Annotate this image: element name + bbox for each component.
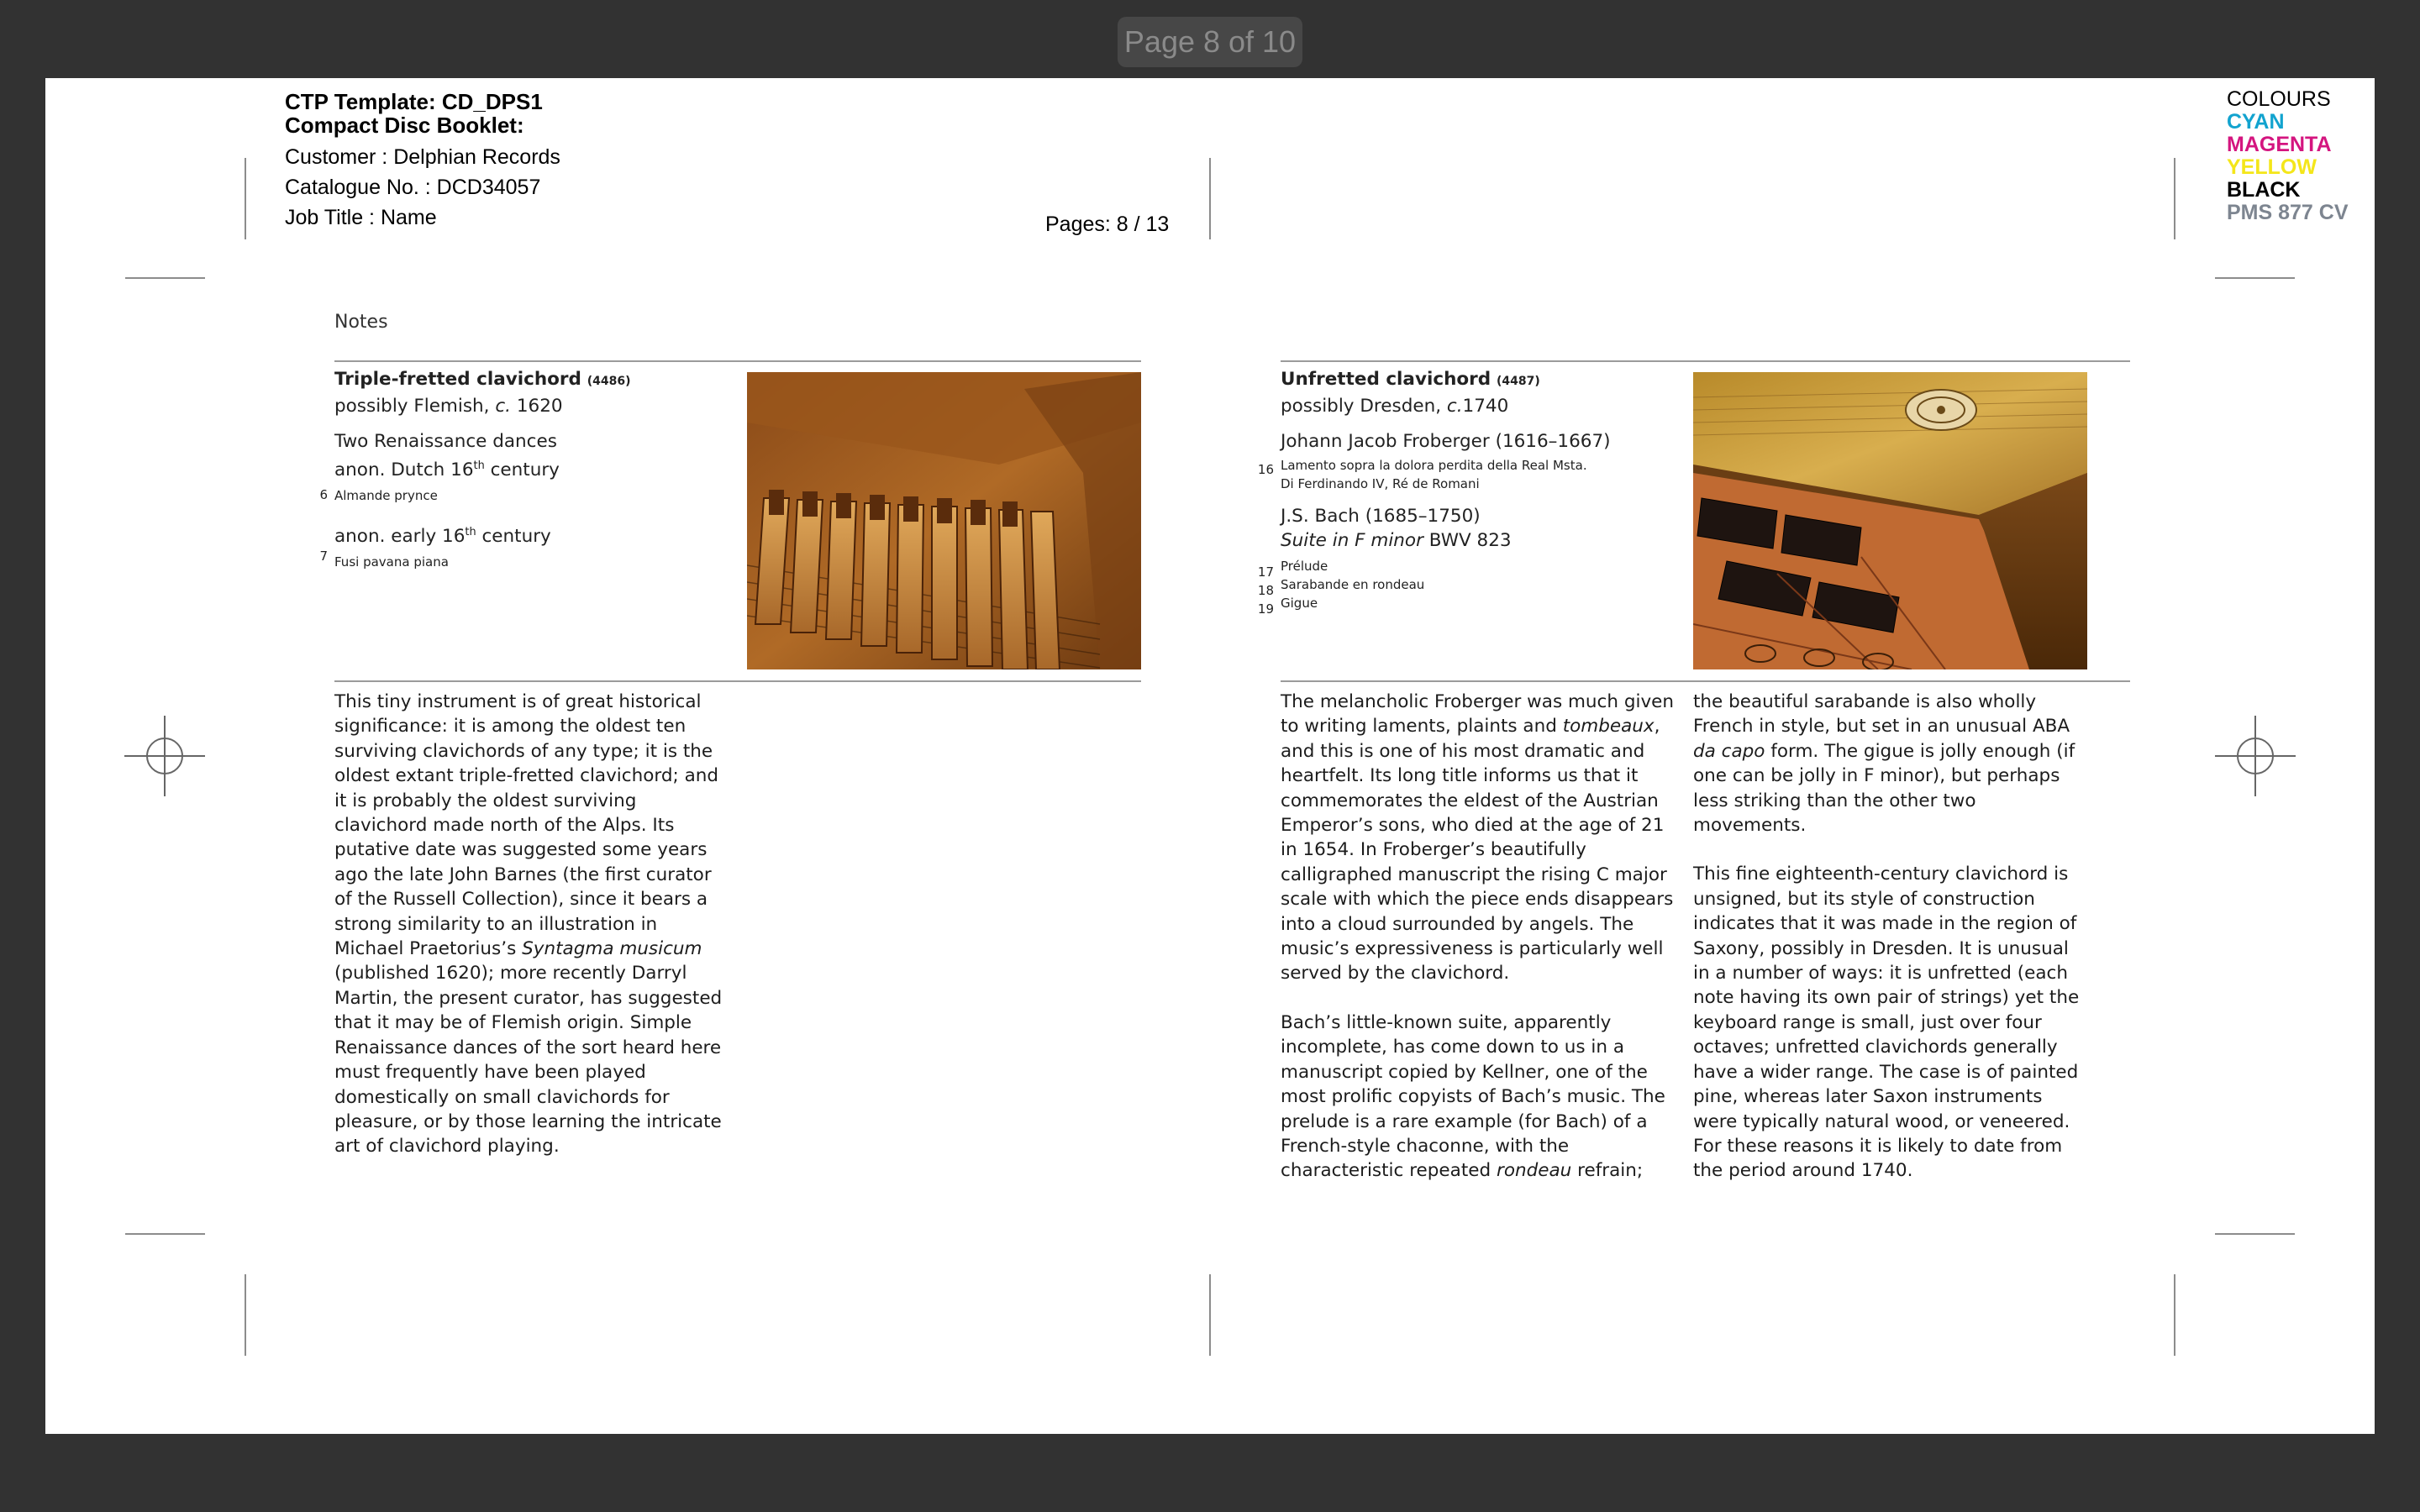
track-title: Sarabande en rondeau (1281, 577, 1425, 592)
divider (1281, 360, 2130, 362)
instrument-title: Triple-fretted clavichord (334, 369, 581, 390)
work-title: Two Renaissance dances (334, 431, 557, 452)
right-body-col1 (1281, 690, 1676, 1184)
colour-pms: PMS 877 CV (2227, 201, 2349, 224)
trim-mark (2215, 277, 2295, 279)
trim-mark (1209, 158, 1211, 239)
track-title: Fusi pavana piana (334, 554, 449, 570)
instrument-origin: possibly Dresden, c.1740 (1281, 396, 1509, 417)
job-header (285, 90, 638, 233)
track-title: Lamento sopra la dolora perdita della Real Msta. (1281, 458, 1587, 473)
composer: Johann Jacob Froberger (1616–1667) (1281, 431, 1611, 452)
right-tracklist (1281, 367, 1718, 612)
left-tracklist (334, 367, 771, 571)
track-number: 17 (1257, 564, 1274, 580)
trim-mark (125, 1233, 205, 1235)
document-page (45, 78, 2375, 1434)
divider (334, 360, 1141, 362)
track-number: 18 (1257, 583, 1274, 598)
track-title: Almande prynce (334, 488, 438, 504)
right-body-col2 (1693, 690, 2090, 1184)
catalogue-number: Catalogue No. : DCD34057 (285, 176, 541, 199)
clavichord-photo-right (1693, 372, 2087, 669)
paragraph: The melancholic Froberger was much given to writing laments, plaints and tombeaux, and this is one of his most dramatic and heartfelt. Its long title informs us that it commemorates the eldest of the Austrian Emperor’s sons, who died at the age of 21 in 1654. In Froberger’s beautifully calligraphed manuscript the rising C major scale with which the piece ends disappears into a cloud surrounded by angels. The music’s expressiveness is particularly well served by the clavichord. (1281, 691, 1675, 984)
left-body-text: This tiny instrument is of great historical significance: it is among the oldest ten surviving clavichords of any type; it is the oldest extant triple-fretted clavichord; and it is probably the oldest surviving clavichord made north of the Alps. Its putative date was suggested some years ago the late John Barnes (the first curator of the Russell Collection), since it bears a strong similarity to an illustration in Michael Praetorius’s Syntagma musicum (published 1620); more recently Darryl Martin, the present curator, has suggested that it may be of Flemish origin. Simple Renaissance dances of the sort heard here must frequently have been played domestically on small clavichords for pleasure, or by those learning the intricate art of clavichord playing. (334, 691, 723, 1158)
registration-mark (124, 716, 205, 796)
trim-mark (2215, 1233, 2295, 1235)
customer: Customer : Delphian Records (285, 145, 560, 169)
track-title: Prélude (1281, 559, 1328, 574)
trim-mark (2174, 158, 2175, 239)
colour-black: BLACK (2227, 178, 2301, 202)
paragraph: Bach’s little-known suite, apparently incomplete, has come down to us in a manuscript copied by Kellner, one of the most prolific copyists of Bach’s music. The prelude is a rare example (for Bach) of a French-style chaconne, with the characteristic repeated rondeau refrain; (1281, 1011, 1665, 1182)
instrument-catalogue: (4487) (1496, 375, 1540, 388)
work-composer: anon. Dutch 16th century (334, 459, 560, 481)
track-number: 6 (319, 487, 328, 502)
trim-mark (245, 158, 246, 239)
template-name: CTP Template: CD_DPS1 (285, 89, 543, 114)
track-title: Gigue (1281, 596, 1318, 611)
section-label: Notes (334, 312, 388, 333)
colours-title: COLOURS (2227, 87, 2331, 111)
work-composer: anon. early 16th century (334, 526, 551, 548)
colour-cyan: CYAN (2227, 110, 2285, 134)
composer: J.S. Bach (1685–1750) (1281, 506, 1481, 527)
colour-magenta: MAGENTA (2227, 133, 2332, 156)
paragraph: the beautiful sarabande is also wholly French in style, but set in an unusual ABA da capo form. The gigue is jolly enough (if one can be jolly in F minor), but perhaps less striking than the other two movements. (1693, 691, 2075, 837)
track-number: 7 (319, 549, 328, 564)
track-title-cont: Di Ferdinando IV, Ré de Romani (1281, 476, 1480, 491)
divider (1281, 680, 2130, 682)
instrument-title: Unfretted clavichord (1281, 369, 1491, 390)
paragraph: This fine eighteenth-century clavichord is unsigned, but its style of construction indicates that it was made in the region of Saxony, possibly in Dresden. It is unusual in a number of ways: it is unfretted (each note having its own pair of strings) yet the keyboard range is small, just over four octaves; unfretted clavichords generally have a wider range. The case is of painted pine, whereas later Saxon instruments were typically natural wood, or veneered. For these reasons it is likely to date from the period around 1740. (1693, 864, 2080, 1182)
trim-mark (2174, 1274, 2175, 1356)
page-count: Pages: 8 / 13 (1045, 213, 1170, 236)
divider (334, 680, 1141, 682)
track-number: 19 (1257, 601, 1274, 617)
job-title: Job Title : Name (285, 206, 437, 229)
page-indicator: Page 8 of 10 (1118, 17, 1302, 67)
trim-mark (125, 277, 205, 279)
clavichord-photo-left (747, 372, 1141, 669)
instrument-catalogue: (4486) (587, 375, 631, 388)
work-title: Suite in F minor BWV 823 (1281, 530, 1512, 551)
registration-mark (2215, 716, 2296, 796)
booklet-label: Compact Disc Booklet: (285, 113, 524, 138)
colour-yellow: YELLOW (2227, 155, 2317, 179)
trim-mark (1209, 1274, 1211, 1356)
track-number: 16 (1257, 462, 1274, 477)
instrument-origin: possibly Flemish, c. 1620 (334, 396, 563, 417)
trim-mark (245, 1274, 246, 1356)
colours-legend (2227, 88, 2370, 224)
